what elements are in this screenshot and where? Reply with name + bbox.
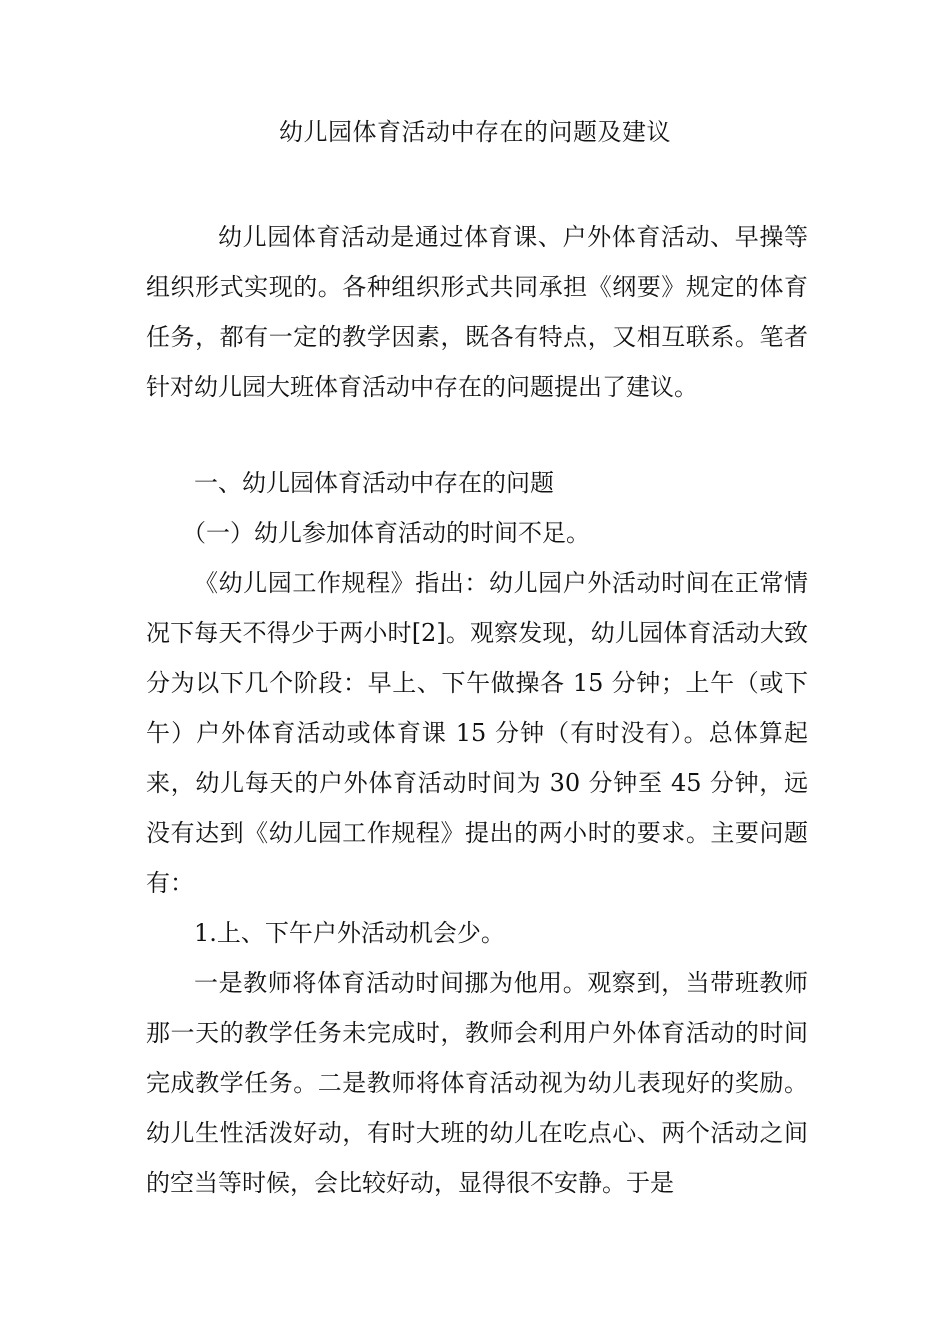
section-heading: 一、幼儿园体育活动中存在的问题 [194, 469, 554, 497]
document-body [146, 458, 808, 1208]
item-heading: 1.上、下午户外活动机会少。 [194, 919, 505, 947]
body-paragraph-2: 一是教师将体育活动时间挪为他用。观察到，当带班教师那一天的教学任务未完成时，教师会利用户外体育活动的时间完成教学任务。二是教师将体育活动视为幼儿表现好的奖励。幼儿生性活泼好动，有时大班的幼儿在吃点心、两个活动之间的空当等时候，会比较好动，显得很不安静。于是 [146, 969, 808, 1197]
subsection-heading: （一）幼儿参加体育活动的时间不足。 [182, 519, 590, 547]
document-title: 幼儿园体育活动中存在的问题及建议 [279, 118, 671, 146]
intro-paragraph: 幼儿园体育活动是通过体育课、户外体育活动、早操等组织形式实现的。各种组织形式共同承担《纲要》规定的体育任务，都有一定的教学因素，既各有特点，又相互联系。笔者针对幼儿园大班体育活动中存在的问题提出了建议。 [146, 223, 808, 401]
body-paragraph-1: 《幼儿园工作规程》指出：幼儿园户外活动时间在正常情况下每天不得少于两小时[2]。观察发现，幼儿园体育活动大致分为以下几个阶段：早上、下午做操各 15 分钟；上午（或下午）户外体育活动或体育课 15 分钟（有时没有）。总体算起来，幼儿每天的户外体育活动时间为 30 分钟至 45 分钟，远没有达到《幼儿园工作规程》提出的两小时的要求。主要问题有： [146, 569, 808, 897]
